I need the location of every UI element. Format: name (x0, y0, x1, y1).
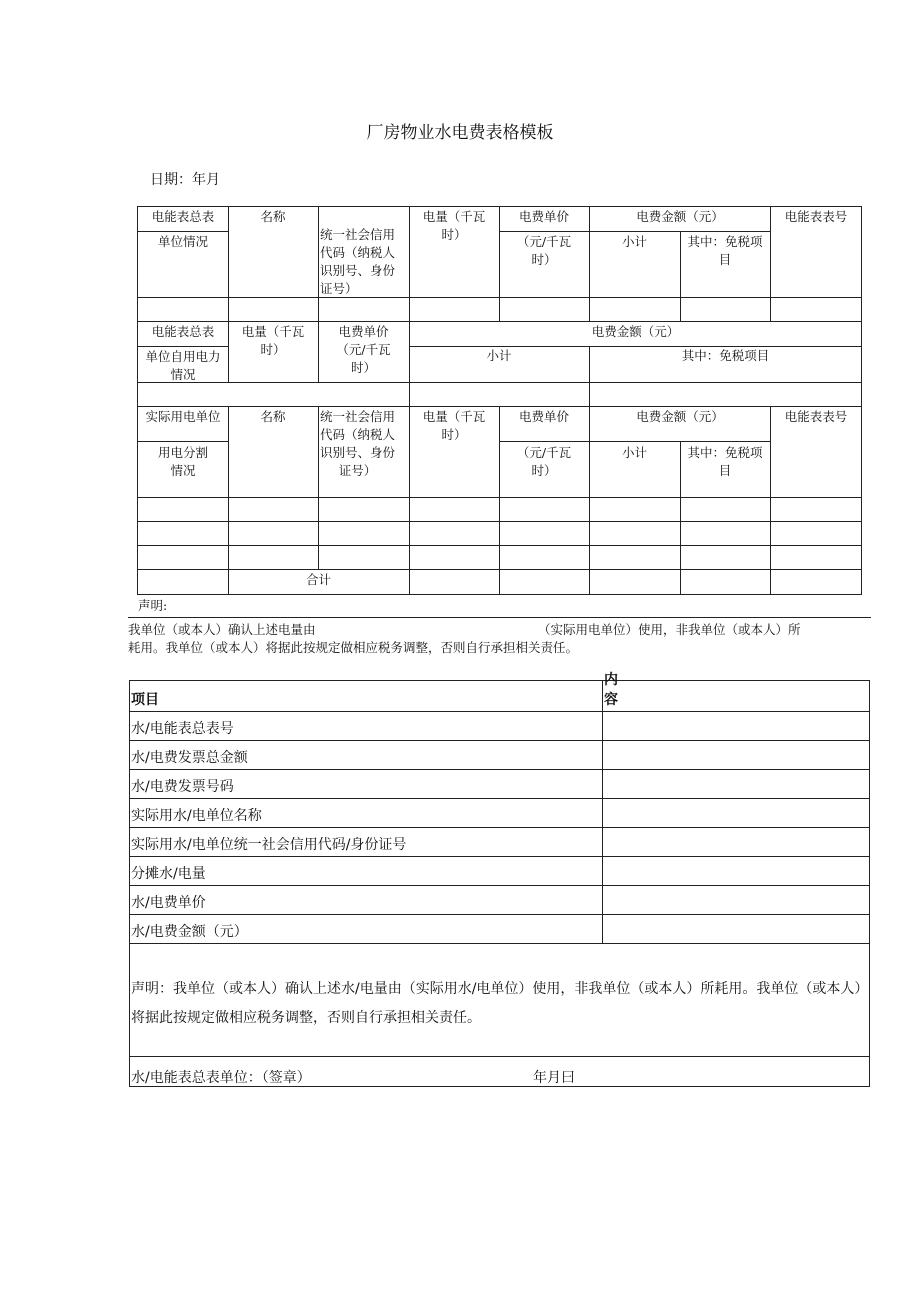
table-row (130, 711, 869, 741)
column-header-meter-no: 电能表表号 (784, 209, 848, 224)
table-row (130, 885, 869, 915)
column-header-subtotal: 小计 (621, 445, 647, 460)
table-header-row (130, 672, 869, 712)
page-title: 厂房物业水电费表格模板 (366, 123, 554, 143)
divider (318, 406, 319, 569)
column-header-subtotal: 小计 (486, 348, 512, 363)
value-cell[interactable] (602, 798, 603, 827)
summary-table (129, 672, 870, 1087)
column-header-subtotal: 小计 (621, 234, 647, 249)
divider (409, 206, 410, 594)
value-cell[interactable] (602, 740, 603, 769)
value-cell[interactable] (602, 885, 603, 914)
column-header-tax-free: 其中：免税项 目 (687, 445, 763, 478)
row-label: 实际用电单位 (145, 409, 221, 424)
header-content-cell (602, 672, 618, 711)
divider (499, 406, 500, 594)
divider (228, 406, 229, 594)
divider (137, 231, 229, 232)
column-header-unit-price: 电费单价 (518, 209, 569, 224)
column-header-meter-no: 电能表表号 (784, 409, 848, 424)
statement-label: 声明: (138, 598, 168, 613)
value-cell[interactable] (602, 856, 603, 885)
row-label: 单位情况 (157, 234, 208, 249)
row-label: 用电分割 情况 (157, 445, 208, 478)
date-field: 日期：年月 (150, 172, 220, 188)
row-label: 单位自用电力 情况 (145, 349, 221, 382)
table-row (130, 914, 869, 944)
divider (499, 441, 771, 442)
signature-label: 水/电能表总表单位：（签章） (131, 1070, 311, 1086)
divider (499, 231, 771, 232)
column-header-quantity: 电量（千瓦 时） (241, 324, 305, 357)
row-label: 分摊水/电量 (131, 866, 206, 882)
row-label: 电能表总表 (151, 209, 215, 224)
column-header-tax-free: 其中：免税项 目 (687, 234, 763, 267)
divider (137, 382, 862, 383)
row-label: 实际用水/电单位统一社会信用代码/身份证号 (131, 837, 407, 853)
column-header-credit-code: 统一社会信用 代码（纳税人 识别号、身份 证号） (320, 227, 396, 296)
statement-row (130, 943, 869, 1057)
divider (589, 346, 590, 594)
value-cell[interactable] (602, 769, 603, 798)
value-cell[interactable] (602, 711, 603, 740)
column-header-amount: 电费金额（元） (591, 324, 680, 339)
header-item: 项目 (131, 692, 159, 708)
header-content: 内容 (604, 672, 618, 708)
total-label: 合计 (305, 572, 331, 587)
column-header-amount: 电费金额（元） (636, 209, 724, 224)
table-row (130, 827, 869, 857)
row-label: 水/电费金额（元） (131, 924, 248, 940)
column-header-unit-price-unit: （元/千瓦 时） (516, 234, 572, 267)
table-row (130, 798, 869, 828)
value-cell[interactable] (602, 827, 603, 856)
row-label: 水/电费发票号码 (131, 779, 234, 795)
signature-date: 年月曰 (533, 1070, 575, 1086)
row-label: 实际用水/电单位名称 (131, 808, 262, 824)
value-cell[interactable] (602, 914, 603, 943)
table-row (130, 740, 869, 770)
column-header-name: 名称 (260, 409, 286, 424)
divider (137, 346, 229, 347)
row-label: 水/电费单价 (131, 895, 206, 911)
column-header-tax-free: 其中：免税项目 (681, 348, 770, 363)
column-header-credit-code: 统一社会信用 代码（纳税人 识别号、身份 证号） (320, 409, 396, 478)
statement-text: （实际用电单位）使用，非我单位（或本人）所 (538, 622, 801, 637)
divider (770, 406, 771, 594)
divider (137, 441, 229, 442)
column-header-quantity: 电量（千瓦 时） (422, 209, 486, 242)
statement-text: 声明：我单位（或本人）确认上述水/电量由（实际用水/电单位）使用，非我单位（或本人）所耗用。我单位（或本人）将据此按规定做相应税务调整，否则自行承担相关责任。 (131, 981, 862, 1026)
row-label: 水/电费发票总金额 (131, 750, 248, 766)
row-label: 电能表总表 (151, 324, 215, 339)
statement-text: 我单位（或本人）确认上述电量由 (128, 622, 316, 637)
table-row (130, 856, 869, 886)
divider (137, 321, 862, 322)
statement-text: 耗用。我单位（或本人）将据此按规定做相应税务调整，否则自行承担相关责任。 (128, 640, 579, 655)
column-header-unit-price: 电费单价 (518, 409, 569, 424)
column-header-name: 名称 (260, 209, 286, 224)
column-header-amount: 电费金额（元） (636, 409, 724, 424)
column-header-unit-price-unit: （元/千瓦 时） (516, 445, 572, 478)
column-header-unit-price: 电费单价 （元/千瓦 时） (336, 324, 391, 375)
divider (128, 617, 871, 618)
row-label: 水/电能表总表号 (131, 721, 234, 737)
column-header-quantity: 电量（千瓦 时） (422, 409, 486, 442)
table-row (130, 769, 869, 799)
